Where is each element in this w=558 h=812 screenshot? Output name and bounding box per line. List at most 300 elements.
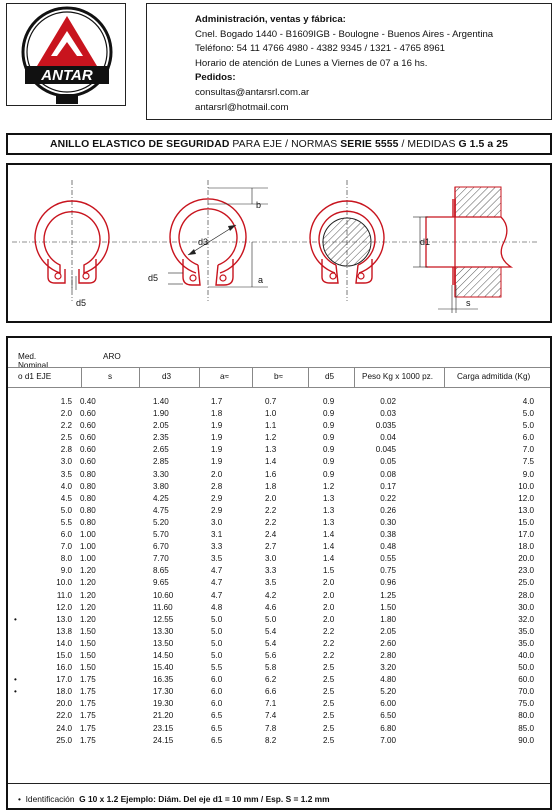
cell-peso: 0.38 <box>380 530 396 540</box>
cell-d5: 2.0 <box>323 578 335 588</box>
cell-b: 2.2 <box>265 517 277 527</box>
row-marker: • <box>14 675 17 685</box>
cell-peso: 2.05 <box>380 626 396 636</box>
cell-carga: 25.0 <box>518 578 534 588</box>
cell-a: 1.9 <box>211 457 223 467</box>
cell-b: 2.0 <box>265 493 277 503</box>
table-row <box>8 662 550 674</box>
cell-peso: 4.80 <box>380 675 396 685</box>
cell-carga: 85.0 <box>518 723 534 733</box>
cell-a: 2.9 <box>211 493 223 503</box>
label-d5-front: d5 <box>76 298 87 308</box>
cell-d5: 1.3 <box>323 493 335 503</box>
cell-a: 5.0 <box>211 614 223 624</box>
cell-carga: 70.0 <box>518 687 534 697</box>
table-row <box>8 420 550 432</box>
cell-b: 4.2 <box>265 590 277 600</box>
cell-d1: 8.0 <box>60 554 72 564</box>
cell-peso: 0.96 <box>380 578 396 588</box>
cell-d3: 15.40 <box>153 663 174 673</box>
cell-d5: 0.9 <box>323 397 335 406</box>
cell-carga: 7.0 <box>522 445 534 455</box>
cell-d3: 10.60 <box>153 590 174 600</box>
cell-s: 1.20 <box>80 578 96 588</box>
table-row <box>8 638 550 650</box>
cell-s: 1.50 <box>80 638 96 648</box>
cell-carga: 9.0 <box>522 469 534 479</box>
logo-box <box>6 3 126 106</box>
cell-peso: 0.05 <box>380 457 396 467</box>
cell-d3: 2.05 <box>153 421 169 431</box>
cell-a: 4.7 <box>211 590 223 600</box>
cell-d3: 21.20 <box>153 711 174 721</box>
cell-d5: 2.2 <box>323 638 335 648</box>
cell-d5: 1.3 <box>323 517 335 527</box>
cell-d5: 2.5 <box>323 675 335 685</box>
table-row <box>8 602 550 614</box>
company-address: Cnel. Bogado 1440 - B1609IGB - Boulogne - Buenos Aires - Argentina <box>195 28 494 40</box>
table-row <box>8 590 550 602</box>
cell-d5: 0.9 <box>323 433 335 443</box>
cell-s: 1.20 <box>80 590 96 600</box>
cell-peso: 5.20 <box>380 687 396 697</box>
cell-d1: 11.0 <box>56 590 72 600</box>
cell-peso: 0.55 <box>380 554 396 564</box>
cell-s: 1.50 <box>80 626 96 636</box>
cell-peso: 0.04 <box>380 433 396 443</box>
cell-d1: 2.2 <box>60 421 72 431</box>
cell-b: 6.6 <box>265 687 277 697</box>
cell-s: 0.80 <box>80 469 96 479</box>
cell-s: 0.80 <box>80 481 96 491</box>
cell-peso: 0.48 <box>380 542 396 552</box>
cell-d5: 0.9 <box>323 409 335 419</box>
cell-b: 7.8 <box>265 723 277 733</box>
cell-d1: 4.5 <box>60 493 72 503</box>
dimensions-table <box>6 336 552 810</box>
cell-peso: 0.75 <box>380 566 396 576</box>
cell-b: 2.7 <box>265 542 277 552</box>
cell-a: 6.0 <box>211 675 223 685</box>
cell-a: 6.5 <box>211 735 223 745</box>
cell-carga: 20.0 <box>518 554 534 564</box>
cell-s: 0.40 <box>80 397 96 406</box>
shaft-section-view <box>413 187 511 313</box>
header-b: b≈ <box>274 372 284 381</box>
table-row <box>8 529 550 541</box>
cell-d1: 20.0 <box>56 699 72 709</box>
table-row <box>8 565 550 577</box>
cell-s: 1.20 <box>80 614 96 624</box>
cell-d5: 1.4 <box>323 542 335 552</box>
cell-carga: 90.0 <box>518 735 534 745</box>
footer-divider <box>8 783 550 784</box>
table-row <box>8 626 550 638</box>
cell-d3: 2.65 <box>153 445 169 455</box>
cell-a: 5.0 <box>211 638 223 648</box>
cell-d5: 1.2 <box>323 481 335 491</box>
cell-peso: 0.08 <box>380 469 396 479</box>
cell-b: 4.6 <box>265 602 277 612</box>
cell-a: 2.0 <box>211 469 223 479</box>
ring-drawing <box>8 165 550 321</box>
cell-d1: 22.0 <box>56 711 72 721</box>
company-phone: Teléfono: 54 11 4766 4980 - 4382 9345 / 1321 - 4765 8961 <box>195 43 446 55</box>
cell-d3: 12.55 <box>153 614 174 624</box>
cell-carga: 12.0 <box>518 493 534 503</box>
cell-a: 1.9 <box>211 421 223 431</box>
cell-d1: 5.0 <box>60 505 72 515</box>
cell-a: 6.5 <box>211 711 223 721</box>
cell-carga: 10.0 <box>518 481 534 491</box>
cell-d3: 17.30 <box>153 687 174 697</box>
header-carga: Carga admitida (Kg) <box>457 372 531 381</box>
cell-peso: 0.26 <box>380 505 396 515</box>
cell-b: 5.4 <box>265 638 277 648</box>
cell-a: 3.0 <box>211 517 223 527</box>
cell-b: 2.2 <box>265 505 277 515</box>
table-row <box>8 686 550 698</box>
cell-b: 0.7 <box>265 397 277 406</box>
table-row <box>8 614 550 626</box>
cell-b: 1.0 <box>265 409 277 419</box>
label-a: a <box>258 275 264 285</box>
cell-d1: 14.0 <box>56 638 72 648</box>
cell-d5: 1.4 <box>323 554 335 564</box>
cell-carga: 80.0 <box>518 711 534 721</box>
cell-carga: 40.0 <box>518 650 534 660</box>
cell-d5: 2.5 <box>323 687 335 697</box>
table-row <box>8 481 550 493</box>
cell-carga: 23.0 <box>518 566 534 576</box>
cell-d1: 13.8 <box>56 626 72 636</box>
cell-d1: 2.0 <box>60 409 72 419</box>
cell-s: 1.75 <box>80 723 96 733</box>
cell-d3: 19.30 <box>153 699 174 709</box>
table-row <box>8 469 550 481</box>
cell-s: 0.60 <box>80 457 96 467</box>
cell-d5: 2.2 <box>323 626 335 636</box>
cell-b: 3.3 <box>265 566 277 576</box>
cell-d3: 2.35 <box>153 433 169 443</box>
cell-s: 1.75 <box>80 699 96 709</box>
title-part-5: G 1.5 a 25 <box>458 138 508 150</box>
cell-s: 0.80 <box>80 493 96 503</box>
cell-d3: 1.90 <box>153 409 169 419</box>
table-row <box>8 674 550 686</box>
cell-s: 1.75 <box>80 687 96 697</box>
cell-d5: 1.5 <box>323 566 335 576</box>
cell-d1: 5.5 <box>60 517 72 527</box>
cell-s: 1.50 <box>80 663 96 673</box>
cell-b: 3.0 <box>265 554 277 564</box>
cell-b: 1.3 <box>265 445 277 455</box>
cell-peso: 0.30 <box>380 517 396 527</box>
table-row <box>8 723 550 735</box>
cell-d3: 6.70 <box>153 542 169 552</box>
table-row <box>8 432 550 444</box>
cell-d1: 9.0 <box>60 566 72 576</box>
cell-peso: 2.60 <box>380 638 396 648</box>
cell-d3: 11.60 <box>153 602 173 612</box>
cell-peso: 1.50 <box>380 602 396 612</box>
cell-peso: 0.17 <box>380 481 396 491</box>
footer-bullet: • <box>18 794 21 804</box>
cell-b: 3.5 <box>265 578 277 588</box>
cell-b: 1.2 <box>265 433 277 443</box>
cell-d1: 15.0 <box>56 650 72 660</box>
cell-a: 3.5 <box>211 554 223 564</box>
cell-a: 2.9 <box>211 505 223 515</box>
table-row <box>8 541 550 553</box>
header-d1-eje: o d1 EJE <box>18 372 52 381</box>
cell-carga: 30.0 <box>518 602 534 612</box>
cell-carga: 75.0 <box>518 699 534 709</box>
title-part-1: ANILLO ELASTICO DE SEGURIDAD <box>49 138 230 150</box>
cell-s: 0.60 <box>80 433 96 443</box>
cell-d1: 3.0 <box>60 457 72 467</box>
cell-b: 1.6 <box>265 469 277 479</box>
table-header-row-2 <box>8 367 550 387</box>
company-info <box>146 3 552 120</box>
cell-d3: 3.80 <box>153 481 169 491</box>
cell-d5: 0.9 <box>323 457 335 467</box>
cell-d5: 2.0 <box>323 590 335 600</box>
cell-a: 1.9 <box>211 433 223 443</box>
cell-b: 7.1 <box>265 699 277 709</box>
cell-b: 5.8 <box>265 663 277 673</box>
cell-peso: 3.20 <box>380 663 396 673</box>
table-row <box>8 710 550 722</box>
cell-d1: 13.0 <box>56 614 72 624</box>
cell-d5: 2.2 <box>323 650 335 660</box>
cell-peso: 0.035 <box>375 421 396 431</box>
cell-d3: 4.75 <box>153 505 169 515</box>
cell-d5: 0.9 <box>323 445 335 455</box>
header-aro: ARO <box>103 352 121 361</box>
cell-carga: 4.0 <box>522 397 534 406</box>
table-row <box>8 396 550 408</box>
cell-peso: 1.25 <box>380 590 396 600</box>
cell-d1: 18.0 <box>56 687 72 697</box>
cell-d1: 16.0 <box>56 663 72 673</box>
cell-s: 1.00 <box>80 542 96 552</box>
table-row <box>8 456 550 468</box>
cell-s: 1.20 <box>80 602 96 612</box>
email-2[interactable]: antarsrl@hotmail.com <box>195 101 289 113</box>
label-d1: d1 <box>420 237 431 247</box>
cell-d5: 2.5 <box>323 723 335 733</box>
logo-text: ANTAR <box>41 67 93 84</box>
table-row <box>8 735 550 747</box>
cell-d1: 10.0 <box>56 578 72 588</box>
cell-a: 3.1 <box>211 530 223 540</box>
footer-example: G 10 x 1.2 Ejemplo: Diám. Del eje d1 = 10 mm / Esp. S = 1.2 mm <box>79 794 330 804</box>
cell-carga: 13.0 <box>518 505 534 515</box>
cell-d5: 1.3 <box>323 505 335 515</box>
cell-d1: 6.0 <box>60 530 72 540</box>
cell-d1: 17.0 <box>56 675 72 685</box>
cell-carga: 28.0 <box>518 590 534 600</box>
cell-d1: 25.0 <box>56 735 72 745</box>
cell-d5: 2.0 <box>323 602 335 612</box>
cell-carga: 5.0 <box>522 421 534 431</box>
company-hours: Horario de atención de Lunes a Viernes de 07 a 16 hs. <box>195 57 428 69</box>
cell-peso: 0.045 <box>375 445 396 455</box>
cell-a: 6.0 <box>211 699 223 709</box>
table-body <box>8 396 550 747</box>
cell-b: 1.8 <box>265 481 277 491</box>
cell-carga: 32.0 <box>518 614 534 624</box>
cell-d1: 2.8 <box>60 445 72 455</box>
cell-d5: 0.9 <box>323 469 335 479</box>
cell-a: 4.7 <box>211 566 223 576</box>
cell-d1: 3.5 <box>60 469 72 479</box>
cell-d3: 5.70 <box>153 530 169 540</box>
footer-label: Identificación <box>23 794 77 804</box>
header-d5: d5 <box>325 372 335 381</box>
cell-d5: 2.5 <box>323 735 335 745</box>
cell-carga: 17.0 <box>518 530 534 540</box>
cell-a: 6.0 <box>211 687 223 697</box>
cell-a: 6.5 <box>211 723 223 733</box>
cell-d3: 16.35 <box>153 675 174 685</box>
cell-b: 6.2 <box>265 675 277 685</box>
title-part-4: / MEDIDAS <box>398 138 459 150</box>
table-row <box>8 577 550 589</box>
cell-d5: 2.0 <box>323 614 335 624</box>
cell-d1: 2.5 <box>60 433 72 443</box>
row-marker: • <box>14 614 17 624</box>
cell-peso: 6.80 <box>380 723 396 733</box>
header-divider-2 <box>8 387 550 388</box>
cell-d3: 24.15 <box>153 735 174 745</box>
cell-carga: 18.0 <box>518 542 534 552</box>
email-1[interactable]: consultas@antarsrl.com.ar <box>195 86 310 98</box>
cell-peso: 0.22 <box>380 493 396 503</box>
cell-carga: 7.5 <box>522 457 534 467</box>
cell-b: 5.0 <box>265 614 277 624</box>
header-peso: Peso Kg x 1000 pz. <box>362 372 434 381</box>
cell-s: 0.60 <box>80 445 96 455</box>
cell-d3: 13.30 <box>153 626 174 636</box>
cell-a: 5.0 <box>211 626 223 636</box>
ring-dimension-view <box>168 188 268 287</box>
cell-b: 5.4 <box>265 626 277 636</box>
cell-d5: 0.9 <box>323 421 335 431</box>
title-part-2: PARA EJE / NORMAS <box>229 138 341 150</box>
cell-peso: 1.80 <box>380 614 396 624</box>
cell-a: 5.5 <box>211 663 223 673</box>
cell-b: 7.4 <box>265 711 277 721</box>
header-s: s <box>108 372 113 381</box>
cell-d1: 4.0 <box>60 481 72 491</box>
cell-d3: 3.30 <box>153 469 169 479</box>
cell-carga: 6.0 <box>522 433 534 443</box>
cell-d1: 24.0 <box>56 723 72 733</box>
cell-d3: 1.40 <box>153 397 169 406</box>
identification-note <box>8 794 550 804</box>
cell-b: 1.1 <box>265 421 277 431</box>
cell-carga: 50.0 <box>518 663 534 673</box>
header-med-nominal: Med. Nominal <box>18 352 49 370</box>
cell-peso: 6.50 <box>380 711 396 721</box>
cell-d3: 14.50 <box>153 650 174 660</box>
cell-d5: 2.5 <box>323 711 335 721</box>
table-row <box>8 493 550 505</box>
cell-s: 1.75 <box>80 735 96 745</box>
label-d5-ring: d5 <box>148 273 159 283</box>
cell-carga: 5.0 <box>522 409 534 419</box>
table-row <box>8 553 550 565</box>
cell-s: 1.00 <box>80 554 96 564</box>
row-marker: • <box>14 687 17 697</box>
cell-d3: 2.85 <box>153 457 169 467</box>
antar-logo-icon <box>7 4 127 107</box>
cell-a: 1.8 <box>211 409 223 419</box>
title-part-3: SERIE 5555 <box>340 138 399 150</box>
cell-s: 1.00 <box>80 530 96 540</box>
table-row <box>8 650 550 662</box>
label-s: s <box>466 298 471 308</box>
cell-s: 1.75 <box>80 675 96 685</box>
cell-d3: 8.65 <box>153 566 169 576</box>
cell-a: 2.8 <box>211 481 223 491</box>
cell-b: 8.2 <box>265 735 277 745</box>
table-row <box>8 517 550 529</box>
cell-peso: 6.00 <box>380 699 396 709</box>
cell-peso: 0.03 <box>380 409 396 419</box>
cell-d5: 1.4 <box>323 530 335 540</box>
cell-d3: 23.15 <box>153 723 174 733</box>
cell-s: 1.75 <box>80 711 96 721</box>
cell-s: 0.80 <box>80 505 96 515</box>
cell-b: 2.4 <box>265 530 277 540</box>
cell-peso: 2.80 <box>380 650 396 660</box>
technical-diagram <box>6 163 552 323</box>
cell-a: 4.7 <box>211 578 223 588</box>
cell-a: 4.8 <box>211 602 223 612</box>
cell-d3: 7.70 <box>153 554 169 564</box>
cell-carga: 60.0 <box>518 675 534 685</box>
cell-d3: 13.50 <box>153 638 174 648</box>
header-a: a≈ <box>220 372 230 381</box>
cell-b: 1.4 <box>265 457 277 467</box>
cell-d1: 12.0 <box>56 602 72 612</box>
cell-d1: 1.5 <box>60 397 72 406</box>
page-title <box>6 133 552 155</box>
cell-s: 0.60 <box>80 421 96 431</box>
cell-d3: 9.65 <box>153 578 169 588</box>
cell-carga: 35.0 <box>518 638 534 648</box>
header-d3: d3 <box>162 372 172 381</box>
table-row <box>8 698 550 710</box>
table-row <box>8 444 550 456</box>
cell-b: 5.6 <box>265 650 277 660</box>
cell-a: 1.7 <box>211 397 223 406</box>
label-d3: d3 <box>198 237 209 247</box>
cell-d5: 2.5 <box>323 699 335 709</box>
cell-a: 3.3 <box>211 542 223 552</box>
cell-d5: 2.5 <box>323 663 335 673</box>
cell-d3: 4.25 <box>153 493 169 503</box>
cell-peso: 7.00 <box>380 735 396 745</box>
cell-a: 5.0 <box>211 650 223 660</box>
table-row <box>8 408 550 420</box>
cell-d1: 7.0 <box>60 542 72 552</box>
cell-s: 0.60 <box>80 409 96 419</box>
cell-carga: 15.0 <box>518 517 534 527</box>
